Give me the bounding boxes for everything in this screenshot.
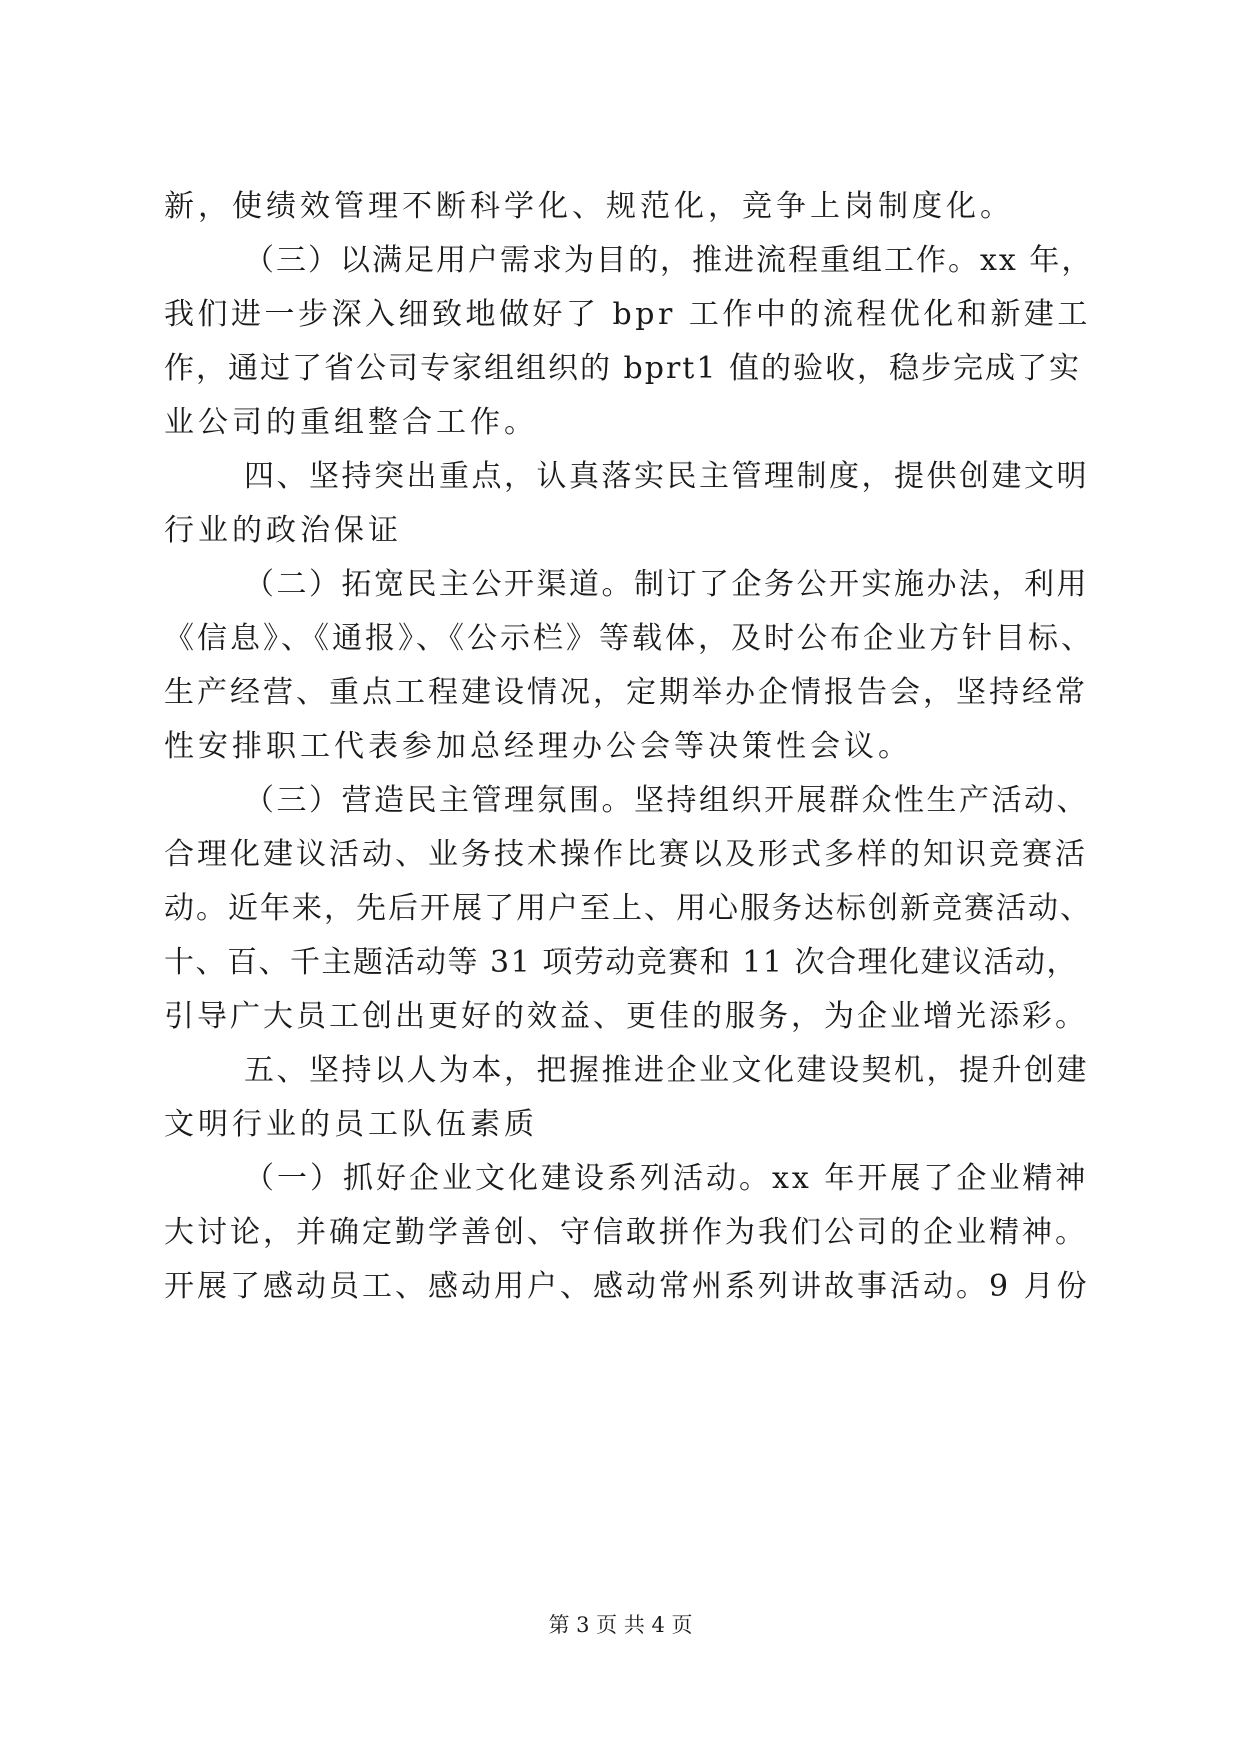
text-line: 动。近年来，先后开展了用户至上、用心服务达标创新竞赛活动、 <box>164 891 1092 926</box>
text-line: 十、百、千主题活动等 31 项劳动竞赛和 11 次合理化建议活动， <box>164 945 1078 980</box>
text-line: 《信息》、《通报》、《公示栏》等载体，及时公布企业方针目标、 <box>164 621 1094 656</box>
text-line: 新，使绩效管理不断科学化、规范化，竞争上岗制度化。 <box>164 189 1014 224</box>
page-number-footer: 第 3 页 共 4 页 <box>548 1613 693 1637</box>
text-line: （二）拓宽民主公开渠道。制订了企务公开实施办法，利用 <box>244 567 1089 602</box>
text-line: 大讨论，并确定勤学善创、守信敢拼作为我们公司的企业精神。 <box>164 1215 1088 1250</box>
section-heading-line: 行业的政治保证 <box>164 513 402 548</box>
text-line: （三）营造民主管理氛围。坚持组织开展群众性生产活动、 <box>244 783 1089 818</box>
text-line: 业公司的重组整合工作。 <box>164 405 538 440</box>
section-heading-line: 五、坚持以人为本，把握推进企业文化建设契机，提升创建 <box>244 1053 1089 1088</box>
text-line: 开展了感动员工、感动用户、感动常州系列讲故事活动。9 月份 <box>164 1269 1090 1304</box>
text-line: 合理化建议活动、业务技术操作比赛以及形式多样的知识竞赛活 <box>164 837 1088 872</box>
text-line: （一）抓好企业文化建设系列活动。xx 年开展了企业精神 <box>244 1161 1089 1196</box>
text-line: （三）以满足用户需求为目的，推进流程重组工作。xx 年， <box>244 243 1094 278</box>
text-line: 性安排职工代表参加总经理办公会等决策性会议。 <box>164 729 912 764</box>
section-heading-line: 文明行业的员工队伍素质 <box>164 1107 538 1142</box>
text-line: 引导广大员工创出更好的效益、更佳的服务，为企业增光添彩。 <box>164 999 1088 1034</box>
section-heading-line: 四、坚持突出重点，认真落实民主管理制度，提供创建文明 <box>244 459 1089 494</box>
text-line: 生产经营、重点工程建设情况，定期举办企情报告会，坚持经常 <box>164 675 1088 710</box>
text-line: 我们进一步深入细致地做好了 bpr 工作中的流程优化和新建工 <box>164 297 1091 332</box>
text-line: 作，通过了省公司专家组组织的 bprt1 值的验收，稳步完成了实 <box>164 351 1081 386</box>
